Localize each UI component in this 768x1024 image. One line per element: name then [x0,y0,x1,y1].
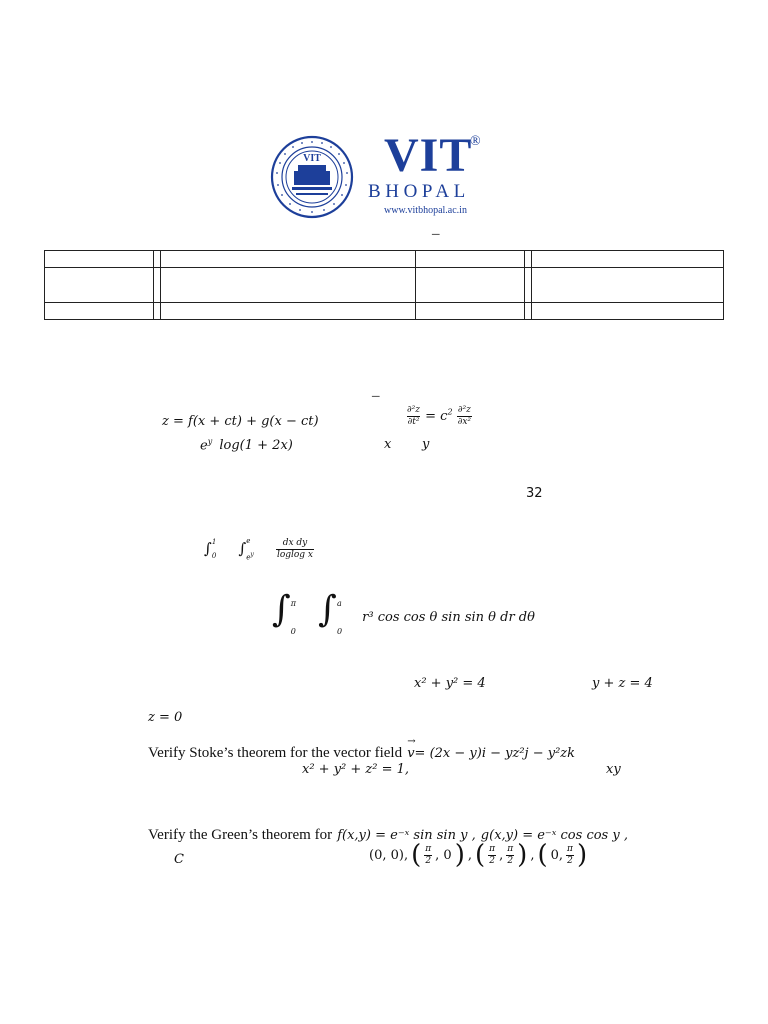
q1-var-x: x [384,437,392,452]
table-cell [525,251,532,268]
logo-city: BHOPAL [368,181,470,202]
table-cell [154,303,161,320]
q6-plane: xy [606,762,621,777]
q4-integrand: r³ cos cos θ sin sin θ dr dθ [362,610,535,625]
q3-int1-lower: 0 [211,551,217,560]
q6-field: = (2x − y)i − yz²j − y²zk [414,746,576,761]
q1-expansion-function [200,437,293,453]
table-cell [416,251,525,268]
q7-text: Verify the Green’s theorem for [148,827,333,843]
q3-integrand-num: dx dy [282,538,308,549]
q5-plane: y + z = 4 [592,676,653,691]
q3-int2-lower-sup: y [250,550,254,558]
table-cell [416,303,525,320]
table-cell [45,303,154,320]
q7-vertex-1: (0, 0), [369,847,409,863]
table-cell [45,268,154,303]
logo-brand: VIT [384,129,473,182]
table-cell [532,251,724,268]
q4-int1-upper: π [290,598,297,608]
q3-int1-upper: 1 [211,538,217,547]
q7-curve: C [174,852,184,867]
q7-statement [148,824,628,844]
table-cell [45,251,154,268]
q4-int2-lower: 0 [336,626,343,636]
q4-int1-lower: 0 [290,626,296,636]
q7-vertices: (0, 0), ( $\frac{\pi}{2}$ , 0 ) , ( $\frac{\pi}{2}$ , $\frac{\pi}{2}$ ) , ( 0, $\frac{\pi}{2}$ ) [369,840,588,870]
table-cell [416,268,525,303]
q1-var-y: y [422,437,430,452]
title-dash: – [432,226,440,242]
q5-base-plane: z = 0 [148,710,183,725]
q6-surface: x² + y² + z² = 1, [302,762,410,777]
q1-dash: – [372,388,380,404]
q1-wave-equation: $\frac{\text{∂²z}}{\text{∂t²}}$ = $c^2$ $\frac{\text{∂²z}}{\text{∂x²}}$ [407,405,472,427]
table-cell [161,251,416,268]
logo-url: www.vitbhopal.ac.in [384,205,467,216]
q4-polar-integral: ∫ π 0 ∫ a 0 r³ cos cos θ sin sin θ dr dθ [272,589,535,636]
svg-text:VIT: VIT [303,153,321,164]
table-cell [161,303,416,320]
logo-registered-mark: ® [470,134,481,149]
table-cell [532,268,724,303]
q7-g-expr: g(x,y) = e⁻ˣ cos cos y , [480,828,628,843]
table-cell [525,268,532,303]
q1-exp-power: y [207,437,213,446]
table-cell [154,268,161,303]
q6-vector-v: → v [407,736,416,761]
q6-statement [148,736,576,762]
q1-wave-solution: z = f(x + ct) + g(x − ct) [162,414,319,429]
table-cell [161,268,416,303]
q3-integrand-den: loglog x [276,550,314,561]
q7-f-expr: f(x,y) = e⁻ˣ sin sin y , [337,828,476,843]
q3-double-integral: ∫ 1 0 ∫ e $e^y$ $\frac{\text{dx dy}}{\text{loglog x}}$ [204,537,314,562]
q3-int2-lower: e [246,553,251,562]
table-cell [525,303,532,320]
q2-number: 32 [526,486,543,501]
q6-text: Verify Stoke’s theorem for the vector field [148,745,403,761]
q3-int2-upper: e [246,537,251,545]
q1-log-expr: log(1 + 2x) [219,438,293,454]
table-cell [154,251,161,268]
table-cell [532,303,724,320]
q5-cylinder: x² + y² = 4 [414,676,486,691]
q1-exp-base: e [200,438,208,454]
q4-int2-upper: a [336,598,342,608]
q1-pde-prefix: = c [425,409,448,424]
exam-info-table [44,250,724,320]
